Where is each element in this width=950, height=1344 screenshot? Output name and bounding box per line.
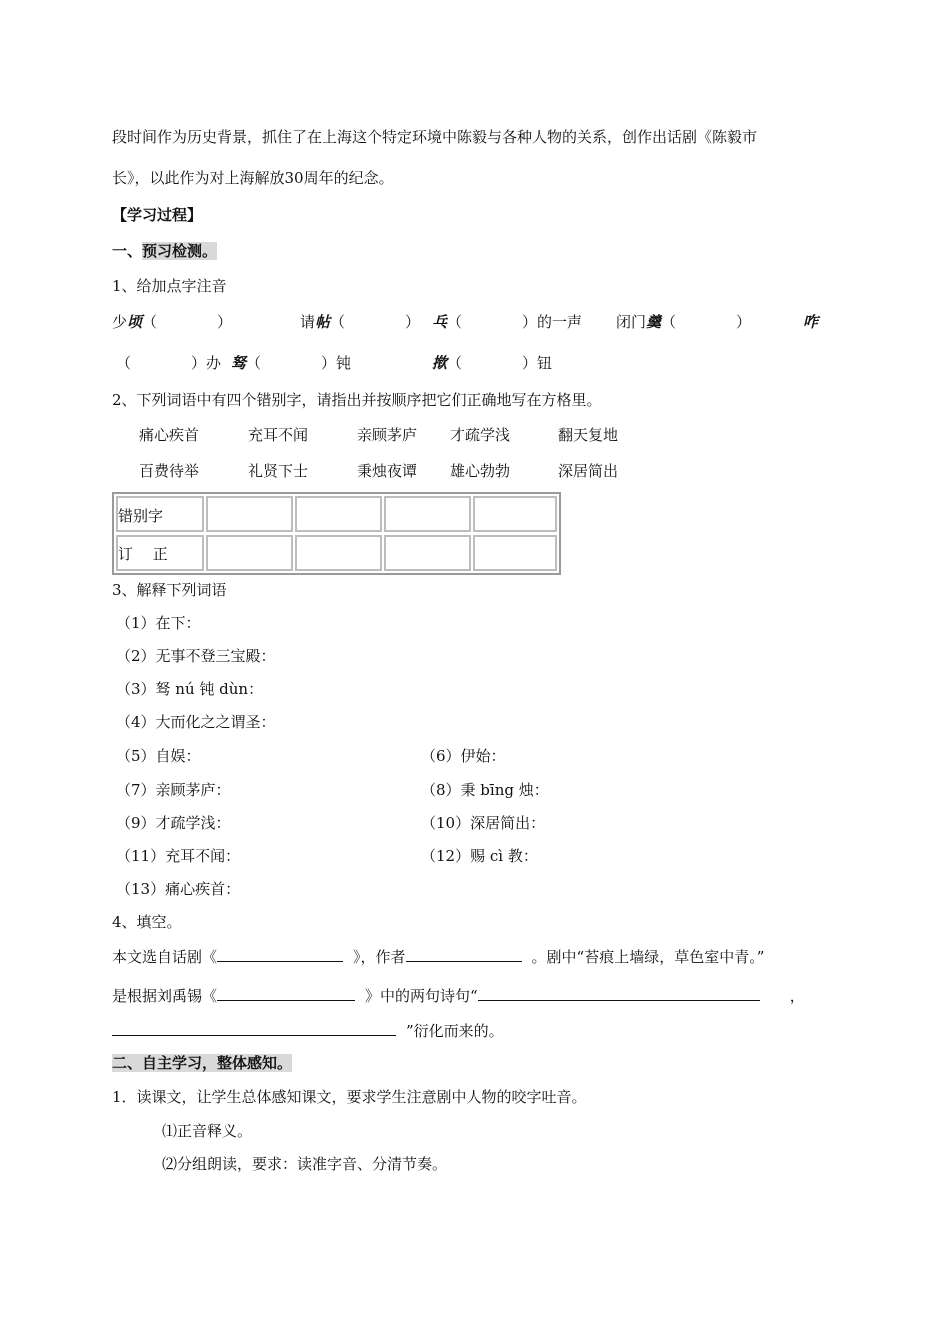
q1-item-3 — [432, 312, 582, 332]
q1-item-3-dot: 乓 — [432, 313, 448, 331]
section-heading-process: 【学习过程】 — [112, 206, 203, 224]
q1-item-2-pre: 请 — [300, 313, 316, 331]
q4-title: 4、填空。 — [112, 913, 182, 931]
q1-item-5-dot: 咋 — [803, 313, 819, 331]
q4-line-3 — [112, 1020, 504, 1041]
q3-item: （9）才疏学浅： — [116, 814, 231, 832]
q1-item-7-paren: （ ） — [246, 354, 337, 372]
q1-item-7-post: 钝 — [336, 354, 352, 372]
q4-text: 》中的两句诗句“ — [365, 987, 478, 1005]
q3-item: （12）赐 cì 教： — [421, 847, 538, 865]
q3-item: （11）充耳不闻： — [116, 847, 241, 865]
fill-blank-play-title[interactable] — [217, 946, 343, 962]
q1-item-4 — [616, 312, 751, 332]
q1-item-8-dot: 揿 — [432, 354, 448, 372]
q4-text: 是根据刘禹锡《 — [112, 987, 218, 1005]
q4-text: ”衍化而来的。 — [406, 1022, 504, 1040]
fill-blank-verse-1[interactable] — [478, 985, 760, 1001]
table-input-cell[interactable] — [295, 496, 382, 532]
q2-word: 亲顾茅庐 — [357, 426, 418, 444]
table-label-correct: 订 正 — [118, 545, 168, 563]
q1-item-8-post: 钮 — [537, 354, 553, 372]
q2-word: 雄心勃勃 — [450, 462, 511, 480]
q4-text: ， — [789, 987, 805, 1005]
q1-item-4-dot: 羹 — [646, 313, 662, 331]
part1-prefix: 一、 — [112, 242, 143, 260]
s1-sub-2: ⑵分组朗读，要求：读准字音、分清节奏。 — [162, 1155, 448, 1173]
part2-heading — [112, 1053, 292, 1073]
q2-word: 才疏学浅 — [450, 426, 511, 444]
q1-item-2 — [300, 312, 420, 332]
q3-item: （2）无事不登三宝殿： — [116, 647, 276, 665]
s1-title: 1．读课文，让学生总体感知课文，要求学生注意剧中人物的咬字吐音。 — [112, 1088, 587, 1106]
q3-title: 3、解释下列词语 — [112, 581, 227, 599]
q4-text: 。剧中“苔痕上墙绿，草色室中青。” — [531, 948, 765, 966]
q1-item-4-paren: （ ） — [661, 313, 752, 331]
table-label-cell — [116, 535, 204, 571]
q1-item-7-dot: 驽 — [231, 354, 247, 372]
table-input-cell[interactable] — [295, 535, 382, 571]
fill-blank-verse-2[interactable] — [112, 1020, 396, 1036]
intro-line-2: 长》，以此作为对上海解放30周年的纪念。 — [112, 169, 394, 187]
q1-item-3-paren: （ ） — [447, 313, 538, 331]
q1-item-2-dot: 帖 — [315, 313, 331, 331]
correction-table — [112, 492, 561, 575]
q4-text: 本文选自话剧《 — [112, 948, 218, 966]
table-input-cell[interactable] — [384, 496, 471, 532]
q2-word: 深居简出 — [558, 462, 619, 480]
q3-item: （8）秉 bīng 烛： — [421, 781, 549, 799]
fill-blank-poem-title[interactable] — [217, 985, 355, 1001]
q3-item: （13）痛心疾首： — [116, 880, 241, 898]
table-label-cell — [116, 496, 204, 532]
q1-item-8 — [432, 353, 552, 373]
q3-item: （7）亲顾茅庐： — [116, 781, 231, 799]
table-label-wrong: 错别字 — [118, 507, 164, 525]
q1-item-2-paren: （ ） — [330, 313, 421, 331]
q1-item-8-paren: （ ） — [447, 354, 538, 372]
q1-title: 1、给加点字注音 — [112, 277, 227, 295]
q3-item: （3）驽 nú 钝 dùn： — [116, 680, 264, 698]
q1-item-6-pre: （ ）办 — [116, 354, 222, 372]
q2-word: 礼贤下士 — [248, 462, 309, 480]
q2-word: 充耳不闻 — [248, 426, 309, 444]
q1-item-6 — [116, 353, 221, 373]
intro-line-1: 段时间作为历史背景，抓住了在上海这个特定环境中陈毅与各种人物的关系，创作出话剧《陈毅市 — [112, 128, 758, 146]
q4-text: 》，作者 — [353, 948, 406, 966]
q1-item-3-post: 的一声 — [537, 313, 583, 331]
q3-item: （10）深居简出： — [421, 814, 546, 832]
q1-item-1-paren: （ ） — [142, 313, 233, 331]
q2-word: 痛心疾首 — [139, 426, 200, 444]
q3-item: （4）大而化之之谓圣： — [116, 713, 276, 731]
q2-title: 2、下列词语中有四个错别字，请指出并按顺序把它们正确地写在方格里。 — [112, 391, 602, 409]
q2-word: 百费待举 — [139, 462, 200, 480]
q2-word: 翻天复地 — [558, 426, 619, 444]
q4-line-2 — [112, 985, 805, 1006]
q3-item: （6）伊始： — [421, 747, 506, 765]
q1-item-1 — [112, 312, 232, 332]
q3-item: （1）在下： — [116, 614, 201, 632]
s1-sub-1: ⑴正音释义。 — [162, 1122, 253, 1140]
table-input-cell[interactable] — [473, 535, 557, 571]
q1-item-5 — [803, 312, 818, 332]
table-input-cell[interactable] — [384, 535, 471, 571]
q1-item-7 — [231, 353, 351, 373]
q1-item-1-dot: 顷 — [127, 313, 143, 331]
fill-blank-author[interactable] — [406, 946, 522, 962]
q1-item-1-pre: 少 — [112, 313, 128, 331]
table-input-cell[interactable] — [206, 496, 293, 532]
q1-item-4-pre: 闭门 — [616, 313, 647, 331]
q2-word: 秉烛夜谭 — [357, 462, 418, 480]
part1-title: 预习检测。 — [142, 242, 218, 260]
q3-item: （5）自娱： — [116, 747, 201, 765]
table-input-cell[interactable] — [206, 535, 293, 571]
table-input-cell[interactable] — [473, 496, 557, 532]
q4-line-1 — [112, 946, 764, 967]
part1-heading — [112, 241, 217, 261]
part2-title: 二、自主学习，整体感知。 — [112, 1054, 293, 1072]
